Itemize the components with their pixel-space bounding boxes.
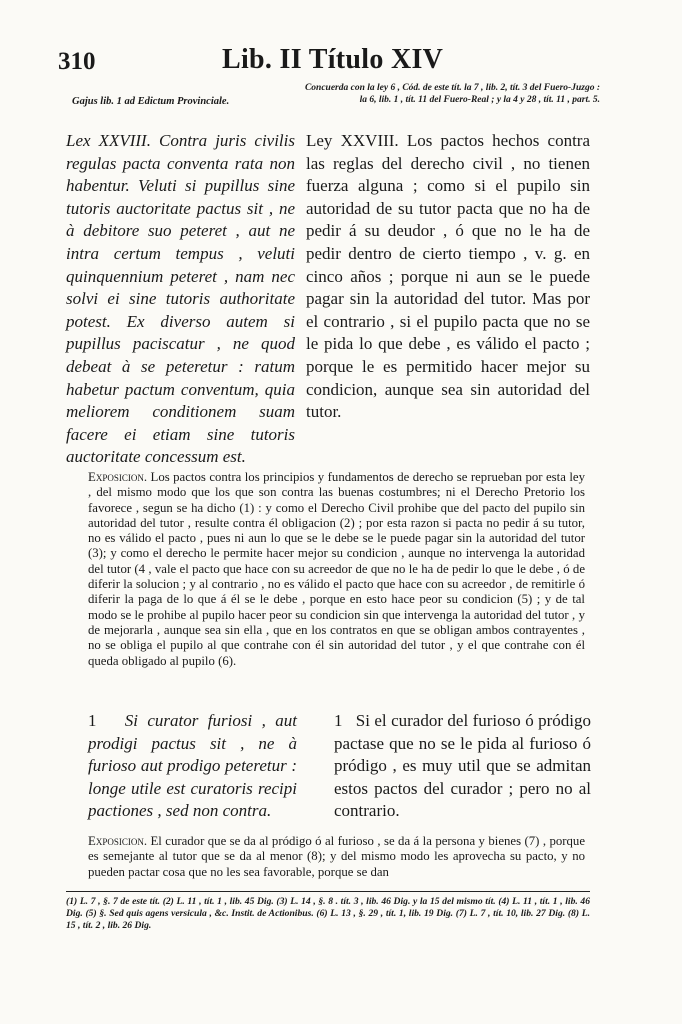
source-citation-latin: Gajus lib. 1 ad Edictum Provinciale.	[72, 96, 230, 107]
exposicion-paragraph-1	[88, 470, 585, 669]
page-number: 310	[58, 48, 96, 75]
section-number: 1	[334, 711, 343, 730]
exposicion-text: El curador que se da al pródigo ó al furioso , se da á la persona y bienes (7) , porque es semejante al tutor que se da al menor (8); y del mismo modo les aprovecha su pacto, y no pueden pactar cosa que no les sea favorable, porque se dan	[88, 834, 585, 879]
lex-latin-text: Lex XXVIII. Contra juris civilis regulas pacta conventa rata non habentur. Veluti si pupillus sine tutoris auctoritate pactus sit , ne à debitore suo peteret , aut ne intra certum tempus , veluti quinquennium peteret , nam nec solvi ei sine tutoris authoritate potest. Ex diverso autem si pupillus paciscatur , ne quod debeat à se peteretur : ratum habetur pactum conventum, quia meliorem conditionem suam facere ei etiam sine tutoris auctoritate concessum est.	[66, 131, 295, 467]
section-spanish-text: Si el curador del furioso ó pródigo pactase que no se le pida al furioso ó pródigo , es muy util que se admitan estos pactos del curador ; pero no al contrario.	[334, 711, 591, 821]
exposicion-label: Exposicion.	[88, 470, 148, 484]
footnote-divider	[66, 891, 590, 892]
exposicion-paragraph-2	[88, 834, 585, 880]
exposicion-label: Exposicion.	[88, 834, 148, 848]
ley-spanish-text: Ley XXVIII. Los pactos hechos contra las reglas del derecho civil , no tienen fuerza alguna ; como si el pupilo sin autoridad de su tutor pacta que no ha de pedir á su deudor , ó que no le ha de pedir dentro de cierto tiempo , v. g. en cinco años ; porque ni aun se le puede pagar sin la autoridad del tutor. Mas por el contrario , si el pupilo pacta que no se le pida lo que debe , es válido el pacto ; porque le es permitido hacer mejor su condicion, aunque sea sin autoridad del tutor.	[306, 131, 590, 422]
footnotes: (1) L. 7 , §. 7 de este tít. (2) L. 11 , tít. 1 , lib. 45 Dig. (3) L. 14 , §. 8 . tít. 3 , lib. 46 Dig. y la 15 del mismo tít. (4) L. 11 , tít. 1 , lib. 46 Dig. (5) §. Sed quis agens versicula , &c. Instit. de Actionibus. (6) L. 13 , §. 29 , tít. 1, lib. 19 Dig. (7) L. 7 , tít. 10, lib. 27 Dig. (8) L. 15 , tít. 2 , lib. 26 Dig.	[66, 896, 590, 931]
section-number: 1	[88, 711, 97, 730]
section-latin-text: Si curator furiosi , aut prodigi pactus sit , ne à furioso aut prodigo peteretur : longe utile est curatoris recipi pactiones , sed non contra.	[88, 711, 297, 821]
section-1-spanish	[334, 710, 591, 823]
section-1-latin	[88, 710, 297, 823]
exposicion-text: Los pactos contra los principios y fundamentos de derecho se reprueban por esta ley , del mismo modo que los que son contra las buenas costumbres; ni el Derecho Pretorio los favorece , segun se ha dicho (1) : y como el Derecho Civil prohibe que del pacto del pupilo sin autoridad del tutor , resulte contra él obligacion (2) ; por esta razon si pacta no pedir á su tutor, no es válido el pacto , pues ni aun lo que se le debe se le puede pagar sin la autoridad del tutor (3); y como el derecho le permite hacer mejor su condicion , aunque no intervenga la autoridad del tutor (4 , vale el pacto que hace con su acreedor de que no le ha de pedir lo que le debe , ó de diferir la solucion ; y al contrario , no es válido el pacto que hace con su acreedor , de remitirle ó diferir la paga de lo que á él se le debe , porque en esto hace peor su condicion (5) ; y de tal modo se le prohibe al pupilo hacer peor su condicion sin que intervenga la autoridad del tutor , y de mejorarla , aunque sea sin ella , que en los contratos en que se obligan ambos contrayentes , no se obliga el pupilo al que contrahe con él sin autoridad del tutor , y el que contrahe con él queda obligado al pupilo (6).	[88, 470, 585, 668]
page-title: Lib. II Título XIV	[222, 44, 444, 75]
concordance-note: Concuerda con la ley 6 , Cód. de este tít. la 7 , lib. 2, tít. 3 del Fuero-Juzgo : la 6, lib. 1 , tít. 11 del Fuero-Real ; y la 4 y 28 , tít. 11 , part. 5.	[304, 83, 600, 105]
